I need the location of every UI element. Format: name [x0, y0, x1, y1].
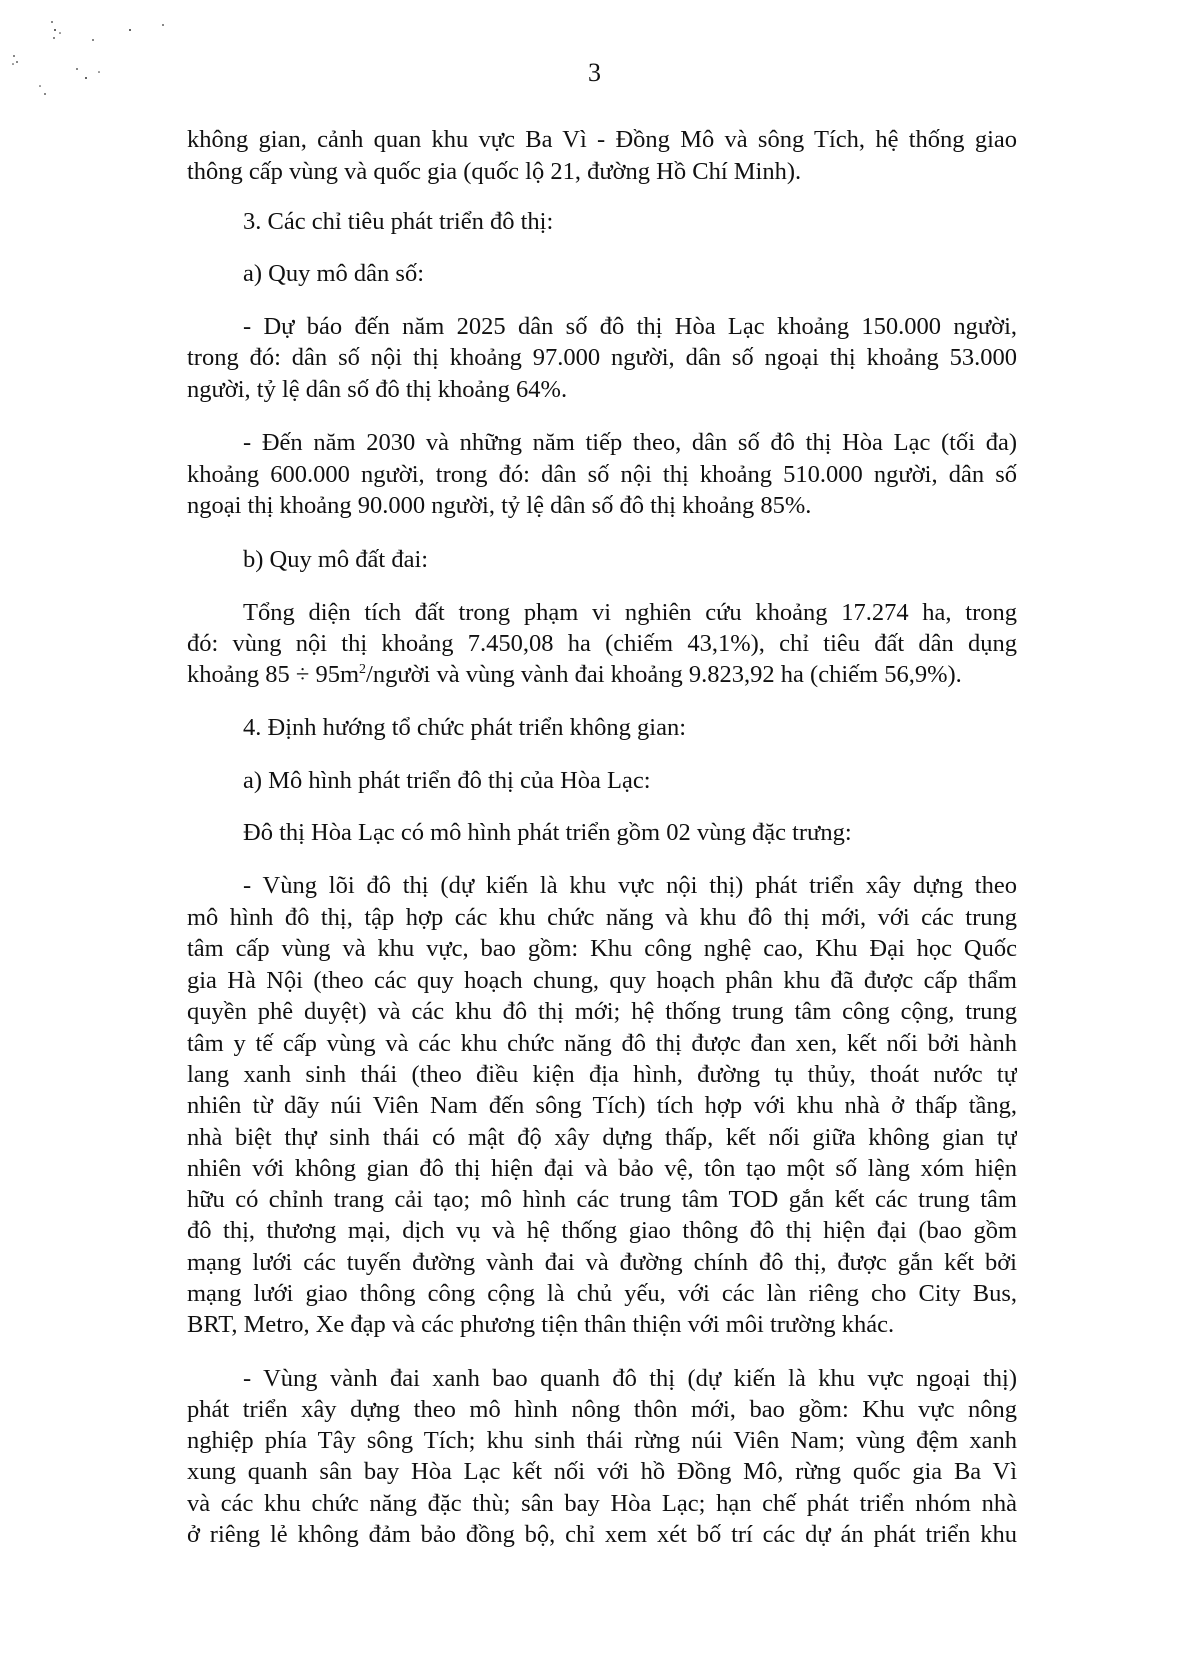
line-text: tâm y tế cấp vùng và các khu chức năng đô thị được đan xen, kết nối bởi hành: [187, 1030, 1017, 1057]
superscript: 2: [359, 661, 367, 677]
line-text: lang xanh sinh thái (theo điều kiện địa hình, đường tụ thủy, thoát nước tự: [187, 1061, 1017, 1088]
text-line: [187, 1520, 1017, 1550]
line-text: b) Quy mô đất đai:: [243, 546, 429, 573]
line-text: nhiên từ dãy núi Viên Nam đến sông Tích) tích hợp với khu nhà ở thấp tầng,: [187, 1092, 1017, 1119]
text-line: [187, 934, 1017, 964]
line-text: BRT, Metro, Xe đạp và các phương tiện thân thiện với môi trường khác.: [187, 1311, 895, 1338]
text-line: [187, 966, 1017, 996]
text-line: [187, 660, 1017, 690]
line-text: ở riêng lẻ không đảm bảo đồng bộ, chỉ xem xét bố trí các dự án phát triển khu: [187, 1521, 1017, 1548]
line-text: Đô thị Hòa Lạc có mô hình phát triển gồm 02 vùng đặc trưng:: [243, 819, 852, 846]
line-text: và các khu chức năng đặc thù; sân bay Hòa Lạc; hạn chế phát triển nhóm nhà: [187, 1490, 1017, 1517]
line-text: phát triển xây dựng theo mô hình nông thôn mới, bao gồm: Khu vực nông: [187, 1396, 1017, 1423]
line-text: - Đến năm 2030 và những năm tiếp theo, dân số đô thị Hòa Lạc (tối đa): [243, 429, 1017, 456]
line-text: 3. Các chỉ tiêu phát triển đô thị:: [243, 208, 554, 235]
text-line: [187, 1489, 1017, 1519]
text-line: [187, 157, 1017, 187]
line-text: đô thị, thương mại, dịch vụ và hệ thống giao thông đô thị hiện đại (bao gồm: [187, 1217, 1017, 1244]
text-line: [187, 903, 1017, 933]
line-text: nhiên với không gian đô thị hiện đại và bảo vệ, tôn tạo một số làng xóm hiện: [187, 1155, 1017, 1182]
text-line: [243, 1364, 1017, 1394]
line-text: khoảng 600.000 người, trong đó: dân số nội thị khoảng 510.000 người, dân số: [187, 461, 1017, 488]
text-line: [243, 259, 1017, 289]
line-text: đó: vùng nội thị khoảng 7.450,08 ha (chiếm 43,1%), chỉ tiêu đất dân dụng: [187, 630, 1017, 657]
text-line: [187, 375, 1017, 405]
line-text: quyền phê duyệt) và các khu đô thị mới; hệ thống trung tâm công cộng, trung: [187, 998, 1017, 1025]
text-line: [243, 766, 1017, 796]
line-text: mạng lưới các tuyến đường vành đai và đường chính đô thị, được gắn kết bởi: [187, 1249, 1017, 1276]
line-text: mạng lưới giao thông công cộng là chủ yếu, với các làn riêng cho City Bus,: [187, 1280, 1017, 1307]
line-text: trong đó: dân số nội thị khoảng 97.000 người, dân số ngoại thị khoảng 53.000: [187, 344, 1017, 371]
text-line: [187, 1060, 1017, 1090]
text-line: [187, 629, 1017, 659]
page-number: 3: [588, 58, 601, 87]
line-text: tâm cấp vùng và khu vực, bao gồm: Khu công nghệ cao, Khu Đại học Quốc: [187, 935, 1017, 962]
text-line: [187, 1426, 1017, 1456]
text-line: [243, 871, 1017, 901]
text-line: [187, 343, 1017, 373]
line-text-continued: /người và vùng vành đai khoảng 9.823,92 ha (chiếm 56,9%).: [366, 661, 962, 688]
text-line: [187, 1185, 1017, 1215]
line-text: thông cấp vùng và quốc gia (quốc lộ 21, đường Hồ Chí Minh).: [187, 158, 802, 185]
text-line: [187, 1248, 1017, 1278]
text-line: [187, 997, 1017, 1027]
text-line: [187, 1154, 1017, 1184]
text-line: [187, 491, 1017, 521]
text-line: [187, 125, 1017, 155]
line-text: gia Hà Nội (theo các quy hoạch chung, quy hoạch phân khu đã được cấp thẩm: [187, 967, 1017, 994]
text-line: [243, 207, 1017, 237]
line-text: a) Mô hình phát triển đô thị của Hòa Lạc:: [243, 767, 651, 794]
text-line: [187, 1091, 1017, 1121]
text-line: [243, 598, 1017, 628]
text-line: [243, 312, 1017, 342]
line-text: xung quanh sân bay Hòa Lạc kết nối với hồ Đồng Mô, rừng quốc gia Ba Vì: [187, 1458, 1017, 1485]
text-line: [187, 1216, 1017, 1246]
line-text: nhà biệt thự sinh thái có mật độ xây dựng thấp, kết nối giữa không gian tự: [187, 1124, 1017, 1151]
text-line: [187, 1123, 1017, 1153]
text-line: [187, 1395, 1017, 1425]
text-line: [243, 428, 1017, 458]
text-line: [187, 1310, 1017, 1340]
line-text: không gian, cảnh quan khu vực Ba Vì - Đồng Mô và sông Tích, hệ thống giao: [187, 126, 1017, 153]
text-line: [187, 1029, 1017, 1059]
line-text: - Vùng vành đai xanh bao quanh đô thị (dự kiến là khu vực ngoại thị): [243, 1365, 1017, 1392]
line-text: - Dự báo đến năm 2025 dân số đô thị Hòa Lạc khoảng 150.000 người,: [243, 313, 1017, 340]
line-text: - Vùng lõi đô thị (dự kiến là khu vực nội thị) phát triển xây dựng theo: [243, 872, 1017, 899]
text-line: [187, 1457, 1017, 1487]
text-line: [243, 818, 1017, 848]
line-text: người, tỷ lệ dân số đô thị khoảng 64%.: [187, 376, 568, 403]
text-line: [187, 1279, 1017, 1309]
line-text: nghiệp phía Tây sông Tích; khu sinh thái rừng núi Viên Nam; vùng đệm xanh: [187, 1427, 1017, 1454]
text-line: [243, 545, 1017, 575]
line-text: mô hình đô thị, tập hợp các khu chức năng và khu đô thị mới, với các trung: [187, 904, 1017, 931]
line-text: a) Quy mô dân số:: [243, 260, 424, 287]
line-text: khoảng 85 ÷ 95m: [187, 661, 360, 688]
scan-specks: [0, 0, 200, 110]
line-text: Tổng diện tích đất trong phạm vi nghiên cứu khoảng 17.274 ha, trong: [243, 599, 1017, 626]
text-line: [243, 713, 1017, 743]
line-text: 4. Định hướng tổ chức phát triển không gian:: [243, 714, 687, 741]
line-text: ngoại thị khoảng 90.000 người, tỷ lệ dân số đô thị khoảng 85%.: [187, 492, 812, 519]
line-text: hữu có chỉnh trang cải tạo; mô hình các trung tâm TOD gắn kết các trung tâm: [187, 1186, 1017, 1213]
text-line: [187, 460, 1017, 490]
